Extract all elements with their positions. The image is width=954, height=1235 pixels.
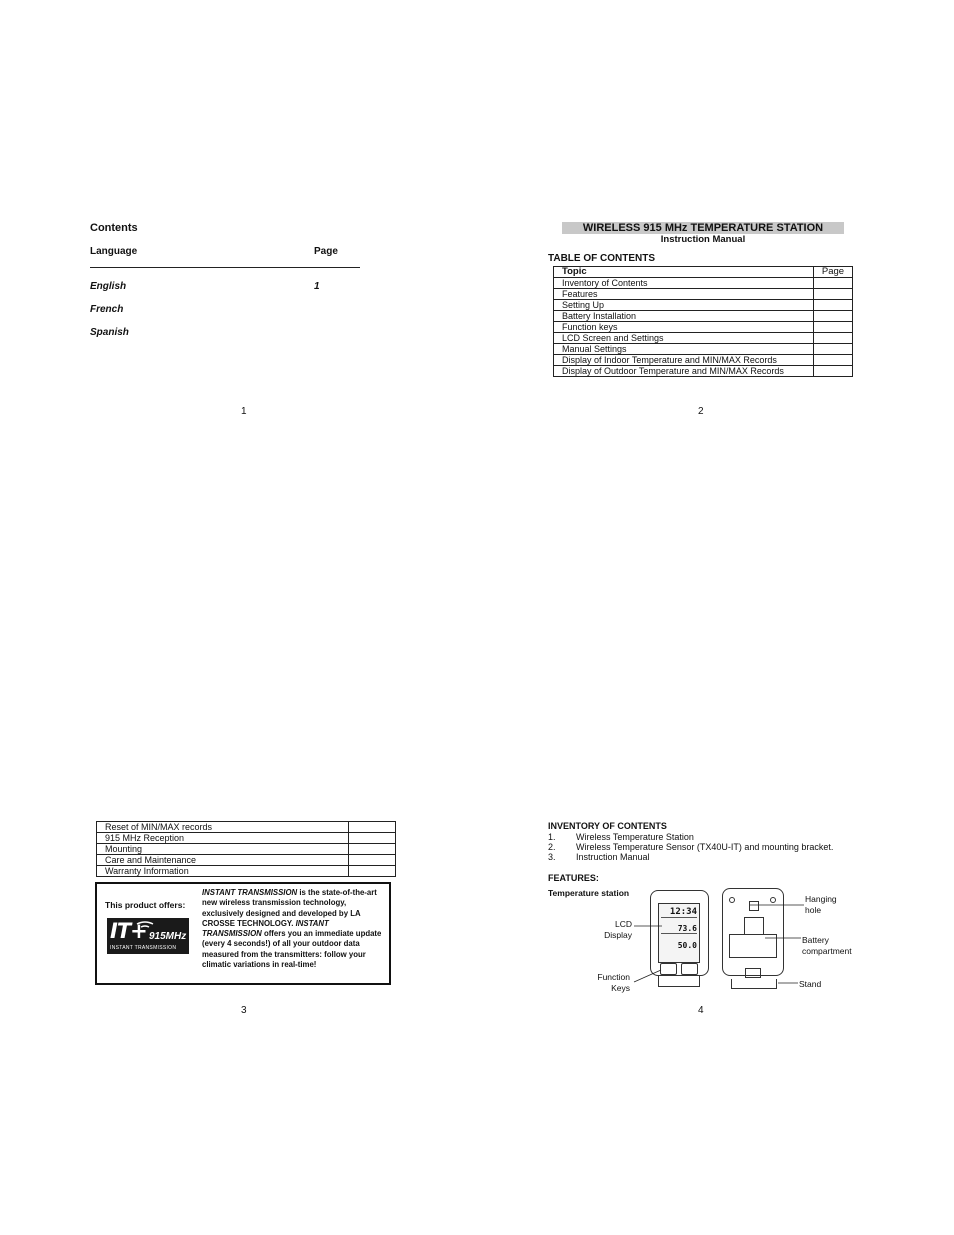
callout-lines bbox=[600, 880, 830, 1000]
toc-page-cell bbox=[814, 366, 853, 377]
lcd-time: 12:34 bbox=[661, 907, 697, 918]
toc-topic: Care and Maintenance bbox=[97, 855, 349, 866]
keys-callout-line-2: Keys bbox=[611, 983, 630, 993]
offer-emphasis-2: INSTANT TRANSMISSION bbox=[202, 918, 329, 939]
inventory-number: 1. bbox=[548, 832, 556, 842]
page-number: 1 bbox=[241, 406, 247, 417]
toc-topic: Features bbox=[554, 289, 814, 300]
language-french: French bbox=[90, 304, 124, 315]
toc-page-header: Page bbox=[814, 267, 853, 278]
offer-label: This product offers: bbox=[105, 900, 186, 910]
toc-row bbox=[97, 855, 396, 866]
toc-row bbox=[554, 344, 853, 355]
toc-topic: Setting Up bbox=[554, 300, 814, 311]
offer-text-2: offers you an immediate update (every 4 seconds!) of all your outdoor data measured from the transmitters: follow your climatic variations in real-time! bbox=[202, 929, 382, 970]
toc-page-cell bbox=[814, 289, 853, 300]
inventory-item: Instruction Manual bbox=[576, 852, 650, 862]
lcd-callout-line-1: LCD bbox=[614, 919, 632, 929]
toc-row bbox=[554, 300, 853, 311]
toc-table bbox=[553, 266, 853, 377]
battery-callout-line-1: Battery bbox=[802, 935, 829, 945]
toc-topic: Function keys bbox=[554, 322, 814, 333]
logo-frequency-text: 915MHz bbox=[149, 931, 187, 942]
toc-continued-table bbox=[96, 821, 396, 877]
toc-row bbox=[97, 844, 396, 855]
page-number: 3 bbox=[241, 1005, 247, 1016]
hole-callout-line-2: hole bbox=[805, 905, 822, 915]
inventory-item: Wireless Temperature Station bbox=[576, 832, 694, 842]
toc-topic: Warranty Information bbox=[97, 866, 349, 877]
toc-page-cell bbox=[814, 333, 853, 344]
inventory-number: 3. bbox=[548, 852, 556, 862]
features-heading: FEATURES: bbox=[548, 873, 599, 883]
header-rule bbox=[90, 267, 360, 268]
toc-topic-header: Topic bbox=[554, 267, 814, 278]
toc-topic: Mounting bbox=[97, 844, 349, 855]
toc-row bbox=[554, 289, 853, 300]
toc-page-cell bbox=[814, 344, 853, 355]
toc-topic: Display of Indoor Temperature and MIN/MAX Records bbox=[554, 355, 814, 366]
toc-row bbox=[97, 866, 396, 877]
toc-row bbox=[97, 833, 396, 844]
inventory-number: 2. bbox=[548, 842, 556, 852]
toc-page-cell bbox=[349, 855, 396, 866]
battery-callout bbox=[802, 935, 852, 957]
toc-topic: Reset of MIN/MAX records bbox=[97, 822, 349, 833]
battery-callout-line-2: compartment bbox=[802, 946, 852, 956]
lcd-indoor-temperature: 73.6 bbox=[661, 924, 697, 934]
offer-box bbox=[95, 882, 391, 985]
toc-page-cell bbox=[349, 866, 396, 877]
manual-title: WIRELESS 915 MHz TEMPERATURE STATION bbox=[562, 222, 844, 234]
offer-emphasis-1: INSTANT TRANSMISSION bbox=[202, 888, 298, 897]
toc-page-cell bbox=[814, 322, 853, 333]
toc-page-cell bbox=[349, 822, 396, 833]
language-english-page: 1 bbox=[314, 281, 320, 292]
inventory-item: Wireless Temperature Sensor (TX40U-IT) and mounting bracket. bbox=[576, 842, 834, 852]
toc-topic: Battery Installation bbox=[554, 311, 814, 322]
hole-callout-line-1: Hanging bbox=[805, 894, 837, 904]
toc-row bbox=[554, 333, 853, 344]
toc-topic: Display of Outdoor Temperature and MIN/MAX Records bbox=[554, 366, 814, 377]
toc-row bbox=[554, 311, 853, 322]
toc-topic: LCD Screen and Settings bbox=[554, 333, 814, 344]
lcd-outdoor-temperature: 50.0 bbox=[677, 941, 697, 950]
function-keys-callout bbox=[586, 972, 630, 994]
contents-heading: Contents bbox=[90, 222, 138, 234]
inventory-heading: INVENTORY OF CONTENTS bbox=[548, 821, 667, 831]
it-plus-logo bbox=[107, 918, 189, 954]
manual-subtitle: Instruction Manual bbox=[660, 234, 746, 245]
stand-callout: Stand bbox=[799, 979, 822, 989]
toc-page-cell bbox=[814, 355, 853, 366]
toc-header-row bbox=[554, 267, 853, 278]
temperature-station-label: Temperature station bbox=[548, 888, 630, 898]
toc-page-cell bbox=[349, 833, 396, 844]
toc-topic: Manual Settings bbox=[554, 344, 814, 355]
page-column-header: Page bbox=[314, 246, 338, 257]
page-number: 4 bbox=[698, 1005, 704, 1016]
toc-page-cell bbox=[814, 311, 853, 322]
toc-row bbox=[554, 355, 853, 366]
toc-page-cell bbox=[814, 278, 853, 289]
toc-row bbox=[554, 278, 853, 289]
logo-caption-text: INSTANT TRANSMISSION bbox=[110, 945, 177, 951]
offer-description bbox=[202, 888, 384, 970]
toc-page-cell bbox=[814, 300, 853, 311]
page-number: 2 bbox=[698, 406, 704, 417]
toc-row bbox=[554, 366, 853, 377]
language-english: English bbox=[90, 281, 127, 292]
toc-topic: 915 MHz Reception bbox=[97, 833, 349, 844]
toc-page-cell bbox=[349, 844, 396, 855]
language-column-header: Language bbox=[90, 246, 138, 257]
logo-main-text: IT+ bbox=[110, 919, 147, 943]
lcd-callout bbox=[601, 919, 632, 941]
lcd-callout-line-2: Display bbox=[604, 930, 632, 940]
hanging-hole-callout bbox=[805, 894, 837, 916]
toc-topic: Inventory of Contents bbox=[554, 278, 814, 289]
toc-row bbox=[554, 322, 853, 333]
language-spanish: Spanish bbox=[90, 327, 129, 338]
toc-row bbox=[97, 822, 396, 833]
offer-text-1: is the state-of-the-art new wireless transmission technology, exclusively designed and developed by LA CROSSE TECHNOLOGY. bbox=[202, 888, 377, 928]
toc-heading: TABLE OF CONTENTS bbox=[548, 253, 656, 264]
keys-callout-line-1: Function bbox=[597, 972, 630, 982]
